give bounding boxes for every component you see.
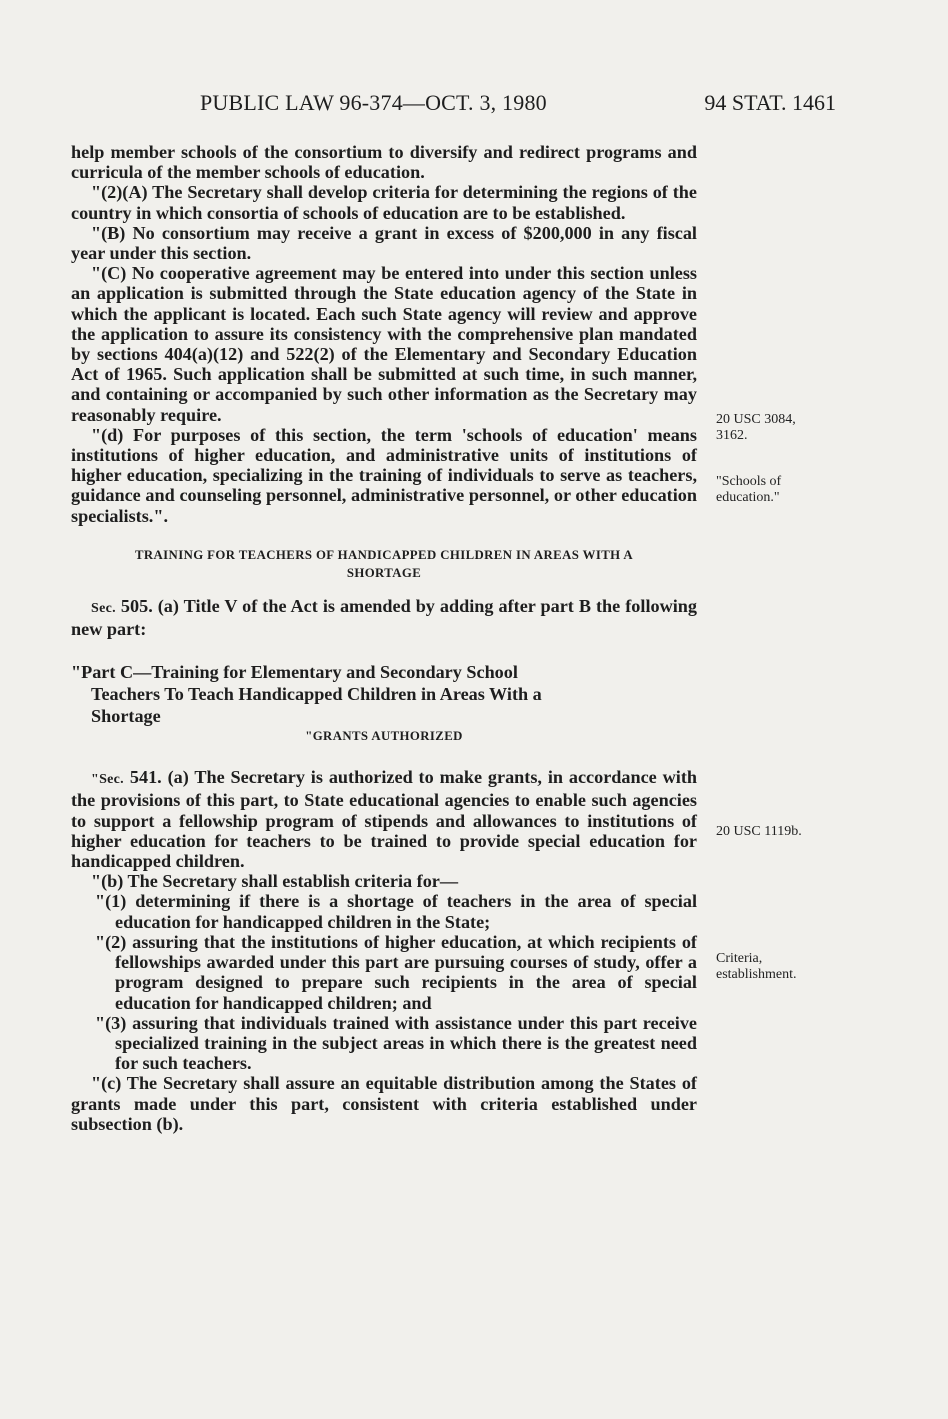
margin-note-usc-1119b bbox=[716, 824, 802, 840]
sec-label: "Sec. bbox=[91, 772, 124, 788]
paragraph-sec-541a bbox=[71, 767, 697, 871]
paragraph-2b: "(B) No consortium may receive a grant in excess of $200,000 in any fiscal year under this section. bbox=[71, 222, 697, 264]
section-heading-grants: "GRANTS AUTHORIZED bbox=[305, 729, 463, 744]
sec-505-text: 505. (a) Title V of the Act is amended by adding after part B the following new part: bbox=[71, 595, 697, 640]
margin-note-line: "Schools of bbox=[716, 474, 782, 489]
paragraph-consortium-continued: help member schools of the consortium to diversify and redirect programs and curricula of the member schools of education. bbox=[71, 142, 697, 183]
paragraph-541b-1: "(1) determining if there is a shortage of teachers in the area of special education for handicapped children in the State; bbox=[95, 891, 697, 932]
paragraph-541b-3: "(3) assuring that individuals trained with assistance under this part receive specialized training in the subject areas in which there is the greatest need for such teachers. bbox=[95, 1012, 697, 1074]
part-c-title-line3: Shortage bbox=[91, 706, 161, 727]
section-heading-training: TRAINING FOR TEACHERS OF HANDICAPPED CHILDREN IN AREAS WITH A SHORTAGE bbox=[134, 547, 634, 580]
margin-note-criteria bbox=[716, 951, 797, 983]
margin-note-line: 20 USC 3084, bbox=[716, 412, 796, 427]
margin-note-line: education." bbox=[716, 490, 780, 505]
margin-note-usc-3084 bbox=[716, 412, 796, 444]
part-c-title bbox=[71, 661, 697, 727]
part-c-title-line1: "Part C—Training for Elementary and Secondary School bbox=[71, 662, 518, 683]
paragraph-sec-505 bbox=[71, 596, 697, 639]
page-header-stat: 94 STAT. 1461 bbox=[704, 90, 836, 115]
paragraph-d-definition: "(d) For purposes of this section, the term 'schools of education' means institutions of higher education, and administrative units of institutions of higher education, specializing in the training of individuals to serve as teachers, guidance and counseling personnel, administrative personnel, or other education specialists.". bbox=[71, 424, 697, 526]
page-header-title: PUBLIC LAW 96-374—OCT. 3, 1980 bbox=[200, 90, 547, 115]
paragraph-2c: "(C) No cooperative agreement may be entered into under this section unless an application is submitted through the State education agency of the State in which the applicant is located. Each such State agency will review and approve the application to assure its consistency with the comprehensive plan mandated by sections 404(a)(12) and 522(2) of the Elementary and Secondary Education Act of 1965. Such application shall be submitted at such time, in such manner, and containing or accompanied by such other information as the Secretary may reasonably require. bbox=[71, 263, 697, 425]
sec-label: Sec. bbox=[91, 600, 116, 616]
paragraph-541c: "(c) The Secretary shall assure an equitable distribution among the States of grants made under this part, consistent with criteria established under subsection (b). bbox=[71, 1073, 697, 1134]
margin-note-schools-definition bbox=[716, 474, 781, 506]
margin-note-line: 3162. bbox=[716, 428, 748, 443]
paragraph-541b-2: "(2) assuring that the institutions of higher education, at which recipients of fellowships awarded under this part are pursuing courses of study, offer a program designed to prepare such recipients in the area of special education for handicapped children; and bbox=[95, 931, 697, 1013]
body-text bbox=[71, 142, 697, 1134]
margin-note-line: 20 USC 1119b. bbox=[716, 824, 802, 839]
margin-note-line: Criteria, bbox=[716, 951, 763, 966]
paragraph-541b: "(b) The Secretary shall establish criteria for— bbox=[91, 871, 459, 892]
sec-541a-text: 541. (a) The Secretary is authorized to make grants, in accordance with the provisions of this part, to State educational agencies to enable such agencies to support a fellowship program of stipends and allowances to institutions of higher education for teachers to be trained to provide special education for handicapped children. bbox=[71, 767, 697, 872]
part-c-title-line2: Teachers To Teach Handicapped Children in Areas With a bbox=[91, 684, 542, 705]
paragraph-2a: "(2)(A) The Secretary shall develop criteria for determining the regions of the country in which consortia of schools of education are to be established. bbox=[71, 182, 697, 223]
margin-note-line: establishment. bbox=[716, 967, 797, 982]
